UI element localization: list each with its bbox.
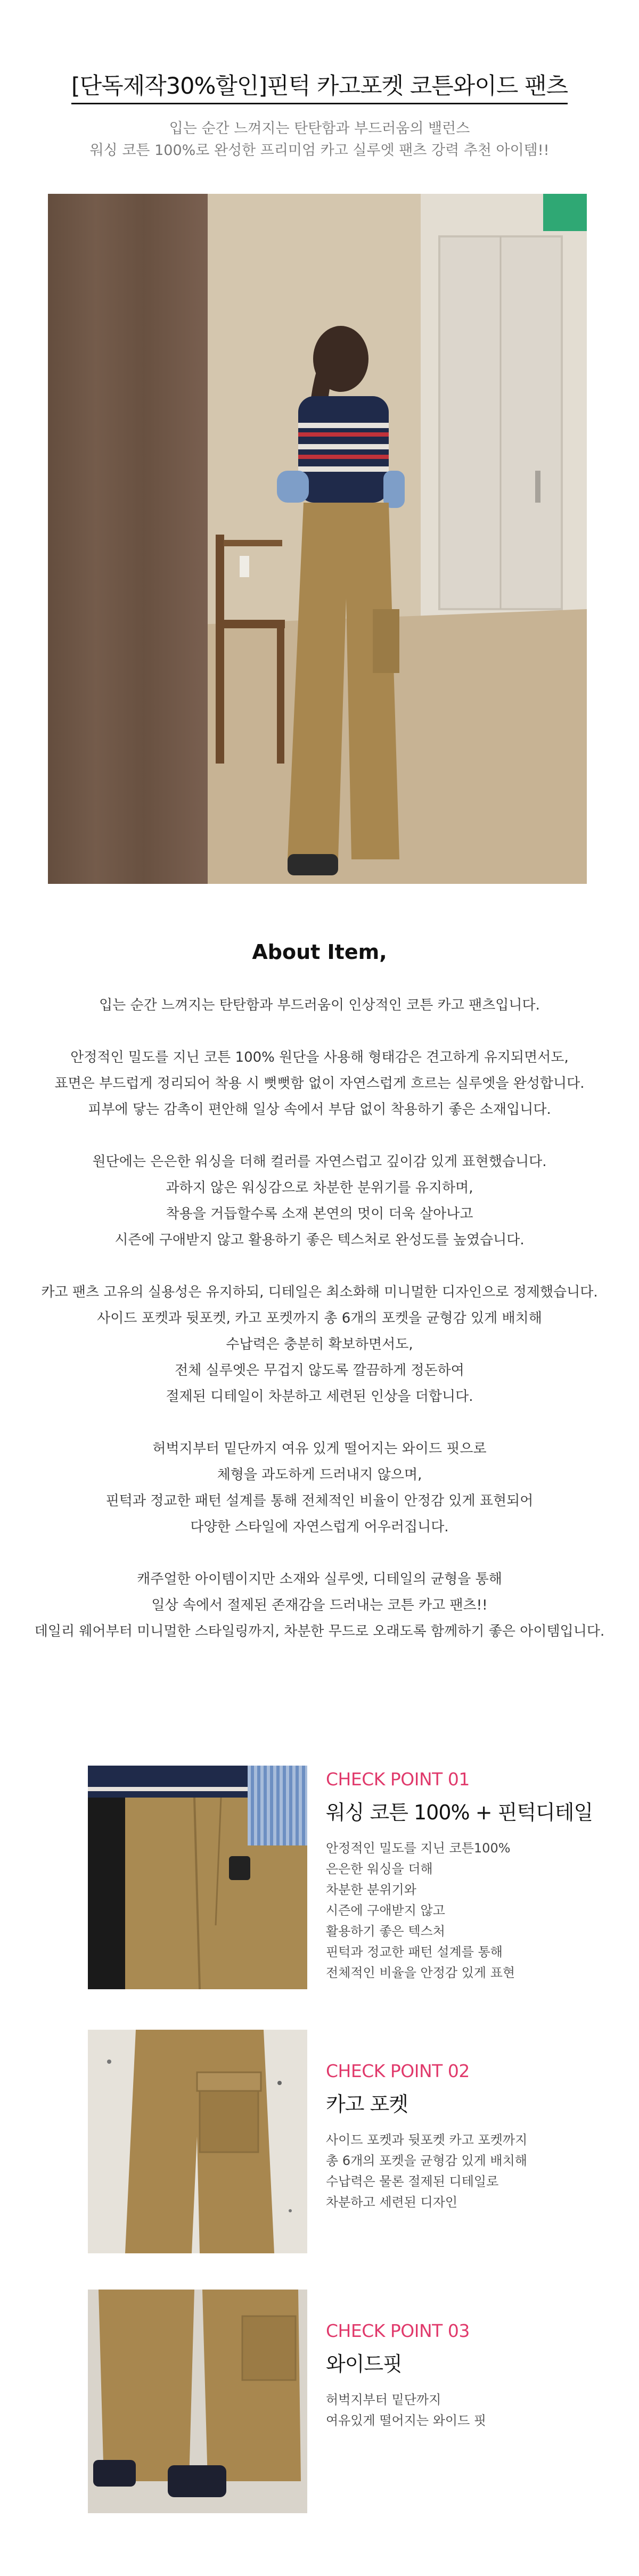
cargo-pocket-illustration xyxy=(88,2030,307,2253)
subtitle-line: 워싱 코튼 100%로 완성한 프리미엄 카고 실루엣 팬츠 강력 추천 아이템!! xyxy=(89,142,550,159)
about-line: 시즌에 구애받지 않고 활용하기 좋은 텍스처로 완성도를 높였습니다. xyxy=(114,1232,525,1248)
about-line: 카고 팬츠 고유의 실용성은 유지하되, 디테일은 최소화해 미니멀한 디자인으로 정제했습니다. xyxy=(41,1284,598,1300)
about-line: 안정적인 밀도를 지닌 코튼 100% 원단을 사용해 형태감은 견고하게 유지되면서도, xyxy=(70,1049,569,1065)
about-line: 다양한 스타일에 자연스럽게 어우러집니다. xyxy=(190,1519,449,1535)
about-paragraph xyxy=(0,1566,639,1645)
about-paragraph xyxy=(0,1279,639,1410)
check-point-03 xyxy=(326,2320,486,2431)
check-point-line: 활용하기 좋은 텍스처 xyxy=(326,1924,445,1939)
product-header xyxy=(0,0,639,161)
about-line: 체형을 과도하게 드러내지 않으며, xyxy=(217,1467,422,1483)
check-point-line: 시즌에 구애받지 않고 xyxy=(326,1903,445,1918)
check-point-line: 안정적인 밀도를 지닌 코튼100% xyxy=(326,1841,511,1856)
check-point-01 xyxy=(326,1769,593,1983)
check-point-line: 총 6개의 포켓을 균형감 있게 배치해 xyxy=(326,2153,527,2168)
about-line: 캐주얼한 아이템이지만 소재와 실루엣, 디테일의 균형을 통해 xyxy=(137,1571,502,1587)
about-paragraph xyxy=(0,992,639,1019)
about-line: 입는 순간 느껴지는 탄탄함과 부드러움이 인상적인 코튼 카고 팬츠입니다. xyxy=(99,997,540,1013)
about-paragraph xyxy=(0,1436,639,1540)
check-point-line: 여유있게 떨어지는 와이드 핏 xyxy=(326,2413,487,2428)
pintuck-detail-illustration xyxy=(88,1766,307,1989)
about-line: 착용을 거듭할수록 소재 본연의 멋이 더욱 살아나고 xyxy=(166,1206,473,1222)
check-point-heading: 카고 포켓 xyxy=(326,2093,408,2116)
check-point-line: 수납력은 물론 절제된 디테일로 xyxy=(326,2174,499,2189)
about-line: 일상 속에서 절제된 존재감을 드러내는 코튼 카고 팬츠!! xyxy=(151,1597,488,1613)
hero-photo-illustration xyxy=(48,194,587,884)
check-point-line: 핀턱과 정교한 패턴 설계를 통해 xyxy=(326,1945,503,1959)
about-line: 데일리 웨어부터 미니멀한 스타일링까지, 차분한 무드로 오래도록 함께하기 좋은 아이템입니다. xyxy=(34,1623,605,1639)
check-point-line: 은은한 워싱을 더해 xyxy=(326,1861,433,1876)
hero-photo xyxy=(48,194,587,884)
about-line: 전체 실루엣은 무겁지 않도록 깔끔하게 정돈하여 xyxy=(175,1363,464,1379)
about-line: 표면은 부드럽게 정리되어 착용 시 뻣뻣함 없이 자연스럽게 흐르는 실루엣을 완성합니다. xyxy=(54,1076,585,1092)
check-point-01-photo xyxy=(88,1766,307,1989)
about-description xyxy=(0,992,639,1671)
check-point-label: CHECK POINT 03 xyxy=(326,2320,470,2341)
subtitle-line: 입는 순간 느껴지는 탄탄함과 부드러움의 밸런스 xyxy=(169,120,470,137)
check-point-line: 전체적인 비율을 안정감 있게 표현 xyxy=(326,1965,515,1980)
product-title: [단독제작30%할인]핀턱 카고포켓 코튼와이드 팬츠 xyxy=(71,68,568,104)
check-point-03-photo xyxy=(88,2290,307,2513)
check-point-line: 사이드 포켓과 뒷포켓 카고 포켓까지 xyxy=(326,2132,528,2147)
check-point-heading: 와이드핏 xyxy=(326,2352,402,2376)
about-line: 허벅지부터 밑단까지 여유 있게 떨어지는 와이드 핏으로 xyxy=(152,1441,487,1457)
check-point-label: CHECK POINT 02 xyxy=(326,2061,470,2081)
wide-fit-illustration xyxy=(88,2290,307,2513)
check-point-description xyxy=(326,2390,486,2431)
about-line: 과하지 않은 워싱감으로 차분한 분위기를 유지하며, xyxy=(166,1180,473,1196)
check-point-line: 차분하고 세련된 디자인 xyxy=(326,2195,458,2210)
check-point-description xyxy=(326,1838,593,1983)
check-point-label: CHECK POINT 01 xyxy=(326,1769,470,1790)
about-paragraph xyxy=(0,1045,639,1123)
check-point-description xyxy=(326,2130,527,2213)
check-point-line: 차분한 분위기와 xyxy=(326,1882,416,1897)
about-line: 피부에 닿는 감촉이 편안해 일상 속에서 부담 없이 착용하기 좋은 소재입니다. xyxy=(88,1102,551,1118)
about-line: 수납력은 충분히 확보하면서도, xyxy=(226,1336,413,1352)
about-title: About Item, xyxy=(252,940,387,964)
check-point-line: 허벅지부터 밑단까지 xyxy=(326,2392,441,2407)
about-line: 절제된 디테일이 차분하고 세련된 인상을 더합니다. xyxy=(166,1389,473,1405)
product-subtitle xyxy=(0,118,639,161)
check-point-02 xyxy=(326,2061,527,2213)
check-point-heading: 워싱 코튼 100% + 핀턱디테일 xyxy=(326,1801,593,1824)
about-line: 사이드 포켓과 뒷포켓, 카고 포켓까지 총 6개의 포켓을 균형감 있게 배치해 xyxy=(97,1310,542,1326)
check-point-02-photo xyxy=(88,2030,307,2253)
about-line: 원단에는 은은한 워싱을 더해 컬러를 자연스럽고 깊이감 있게 표현했습니다. xyxy=(92,1154,547,1170)
about-paragraph xyxy=(0,1149,639,1253)
about-line: 핀턱과 정교한 패턴 설계를 통해 전체적인 비율이 안정감 있게 표현되어 xyxy=(105,1493,534,1509)
